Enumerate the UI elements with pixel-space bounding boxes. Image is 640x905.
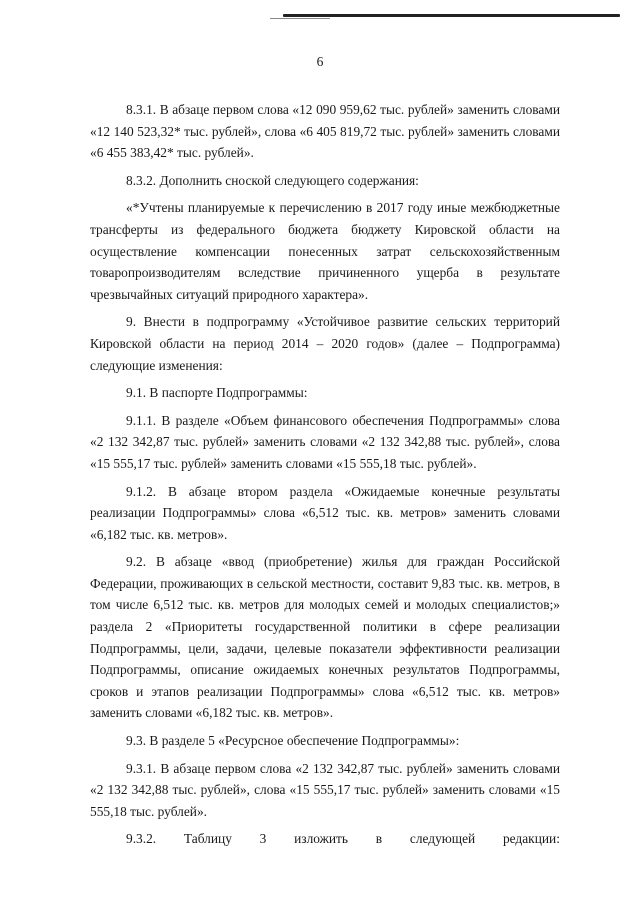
scan-artifact-line — [270, 18, 330, 19]
last-line-word: изложить — [294, 831, 349, 847]
paragraph-9-1-2: 9.1.2. В абзаце втором раздела «Ожидаемые конечные результаты реализации Подпрограммы» слова «6,512 тыс. кв. метров» заменить словами «6,182 тыс. кв. метров». — [90, 483, 560, 542]
paragraph-9-1-1: 9.1.1. В разделе «Объем финансового обеспечения Подпрограммы» слова «2 132 342,87 тыс. рублей» заменить словами «2 132 342,88 тыс. рублей», слова «15 555,17 тыс. рублей» заменить словами «15 555,18 тыс. рублей». — [90, 412, 560, 471]
paragraph-9-3-1: 9.3.1. В абзаце первом слова «2 132 342,87 тыс. рублей» заменить словами «2 132 342,88 тыс. рублей», слова «15 555,17 тыс. рублей» заменить словами «15 555,18 тыс. рублей». — [90, 760, 560, 819]
paragraph-8-3-1: 8.3.1. В абзаце первом слова «12 090 959,62 тыс. рублей» заменить словами «12 140 523,32* тыс. рублей», слова «6 405 819,72 тыс. рублей» заменить словами «6 455 383,42* тыс. рублей». — [90, 102, 560, 161]
document-body — [90, 99, 560, 856]
last-line-word: в — [375, 831, 383, 847]
last-line-word: Таблицу — [183, 831, 232, 847]
paragraph-9-2: 9.2. В абзаце «ввод (приобретение) жилья для граждан Российской Федерации, проживающих в сельской местности, составит 9,83 тыс. кв. метров, в том числе 6,512 тыс. кв. метров для молодых семей и молодых специалистов;» раздела 2 «Приоритеты государственной политики в сфере реализации Подпрограммы, цели, задачи, целевые показатели эффективности реализации Подпрограммы, описание ожидаемых конечных результатов Подпрограммы, сроков и этапов реализации Подпрограммы» слова «6,512 тыс. кв. метров» заменить словами «6,182 тыс. кв. метров». — [90, 554, 560, 721]
paragraph-footnote: «*Учтены планируемые к перечислению в 2017 году иные межбюджетные трансферты из федерального бюджета бюджету Кировской области на осуществление компенсации понесенных затрат сельскохозяйственным товаропроизводителям вследствие причиненного ущерба в результате чрезвычайных ситуаций природного характера». — [90, 200, 560, 302]
last-line-word: 9.3.2. — [126, 831, 157, 847]
last-line-word: следующей — [409, 831, 476, 847]
paragraph-9: 9. Внести в подпрограмму «Устойчивое развитие сельских территорий Кировской области на период 2014 – 2020 годов» (далее – Подпрограмма) следующие изменения: — [90, 314, 560, 373]
paragraph-8-3-2: 8.3.2. Дополнить сноской следующего содержания: — [126, 172, 419, 188]
paragraph-9-3-2 — [90, 828, 560, 850]
paragraph-9-3: 9.3. В разделе 5 «Ресурсное обеспечение Подпрограммы»: — [126, 733, 460, 749]
scan-artifact-bar — [283, 14, 620, 17]
page-number: 6 — [316, 54, 324, 69]
last-line-word: 3 — [259, 831, 267, 847]
last-line-word: редакции: — [502, 831, 560, 847]
paragraph-9-1: 9.1. В паспорте Подпрограммы: — [126, 385, 308, 401]
